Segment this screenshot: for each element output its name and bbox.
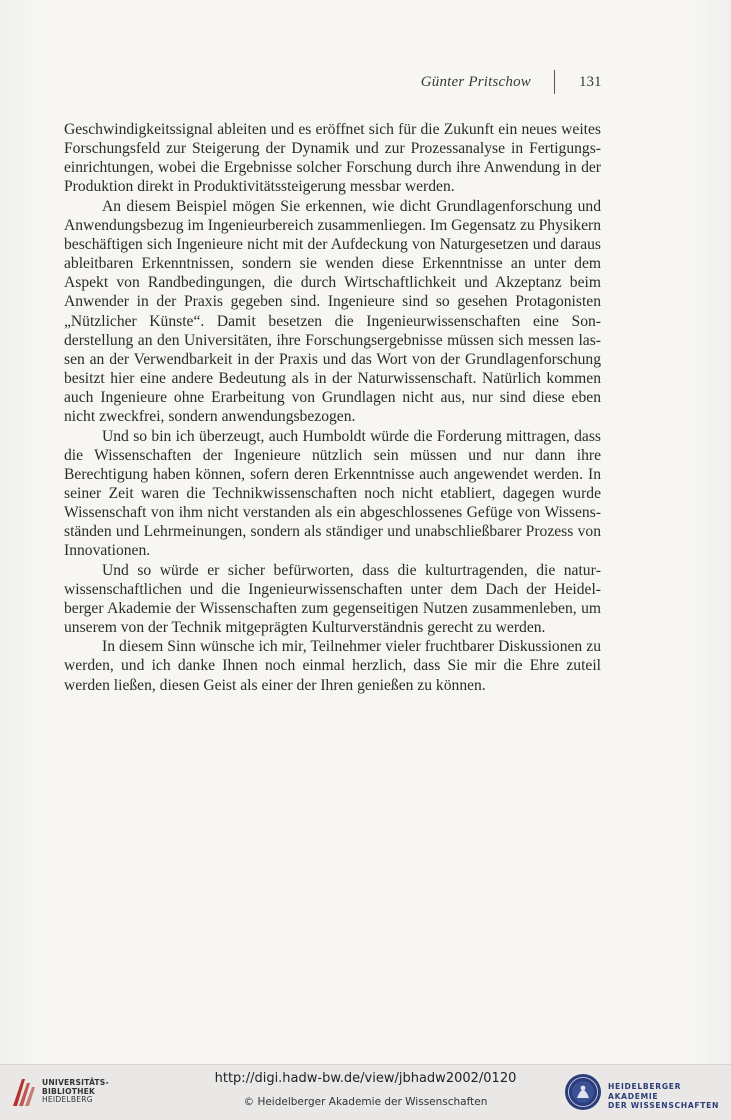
academy-name[interactable] xyxy=(608,1082,731,1111)
running-head xyxy=(0,70,731,94)
academy-name-line-1: HEIDELBERGER AKADEMIE xyxy=(608,1082,682,1101)
permalink-url[interactable]: http://digi.hadw-bw.de/view/jbhadw2002/0120 xyxy=(214,1071,517,1086)
library-name-line-2: BIBLIOTHEK xyxy=(42,1086,96,1096)
copyright-notice: © Heidelberger Akademie der Wissenschaften xyxy=(243,1096,488,1108)
library-name-line-3: HEIDELBERG xyxy=(42,1095,93,1105)
hadw-seal-icon[interactable] xyxy=(564,1073,602,1111)
running-head-author: Günter Pritschow xyxy=(420,74,531,90)
library-name-line-1: UNIVERSITÄTS- xyxy=(42,1078,109,1087)
running-head-divider xyxy=(554,70,555,94)
body-text xyxy=(64,120,601,695)
academy-name-line-2: DER WISSENSCHAFTEN xyxy=(608,1101,720,1110)
viewer-footer xyxy=(0,1064,731,1120)
paragraph-3: Und so bin ich überzeugt, auch Humboldt würde die Forderung mittragen, dass die Wissenschaften der Ingenieure nützlich sein müssen und nur dann ihre Berechtigung haben können, sofern deren Erkenntnisse auch angewendet werden. In seiner Zeit waren die Technikwissenschaften noch nicht etabliert, dagegen wurde Wissenschaft von ihm nicht verstanden als ein abgeschlossenes Gefüge von Wissensständen und Lehrmeinungen, sondern als ständiger und unabschließbarer Prozess von Innovationen. xyxy=(64,427,601,560)
paragraph-5: In diesem Sinn wünsche ich mir, Teilnehmer vieler fruchtbarer Diskussionen zu werden, und ich danke Ihnen noch einmal herzlich, dass Sie mir die Ehre zuteil werden ließen, diesen Geist als einer der Ihren genießen zu können. xyxy=(64,638,601,694)
paragraph-2: An diesem Beispiel mögen Sie erkennen, wie dicht Grundlagenforschung und Anwendungsbezug im Ingenieurbereich zusammenliegen. Im Gegensatz zu Physikern beschäftigen sich Ingenieure nicht mit der Aufdeckung von Naturgesetzen und daraus ableitbaren Erkenntnissen, sondern sie wenden diese Erkenntnisse an unter dem Aspekt von Randbedingungen, die durch Wirtschaftlichkeit und Akzeptanz beim Anwender in der Praxis gegeben sind. Ingenieure sind so gesehen Protagonisten „Nützlicher Künste“. Damit besetzen die Ingenieurwissenschaften eine Sonderstellung an den Universitäten, ihre Forschungsergebnisse müssen sich messen lassen an der Verwendbarkeit in der Praxis und das Wort von der Grundlagenforschung besitzt hier eine andere Bedeutung als in der Naturwissenschaft. Natürlich kommen auch Ingenieure ohne Erarbeitung von Grundlagen nicht aus, nur sind diese eben nicht zweckfrei, sondern anwendungsbezogen. xyxy=(64,197,601,426)
paragraph-1: Geschwindigkeitssignal ableiten und es eröffnet sich für die Zukunft ein neues weites Forschungsfeld zur Steigerung der Dynamik und zur Prozessanalyse in Fertigungseinrichtungen, wobei die Ergebnisse solcher Forschung durch ihre Anwendung in der Produktion direkt in Produktivitätssteigerung messbar werden. xyxy=(64,121,601,196)
paragraph-4: Und so würde er sicher befürworten, dass die kulturtragenden, die naturwissenschaftlichen und die Ingenieurwissenschaften unter dem Dach der Heidelberger Akademie der Wissenschaften zum gegenseitigen Nutzen zusammenleben, um unserem von der Technik mitgeprägten Kulturverständnis gerecht zu werden. xyxy=(64,561,601,637)
page-number: 131 xyxy=(579,74,602,90)
